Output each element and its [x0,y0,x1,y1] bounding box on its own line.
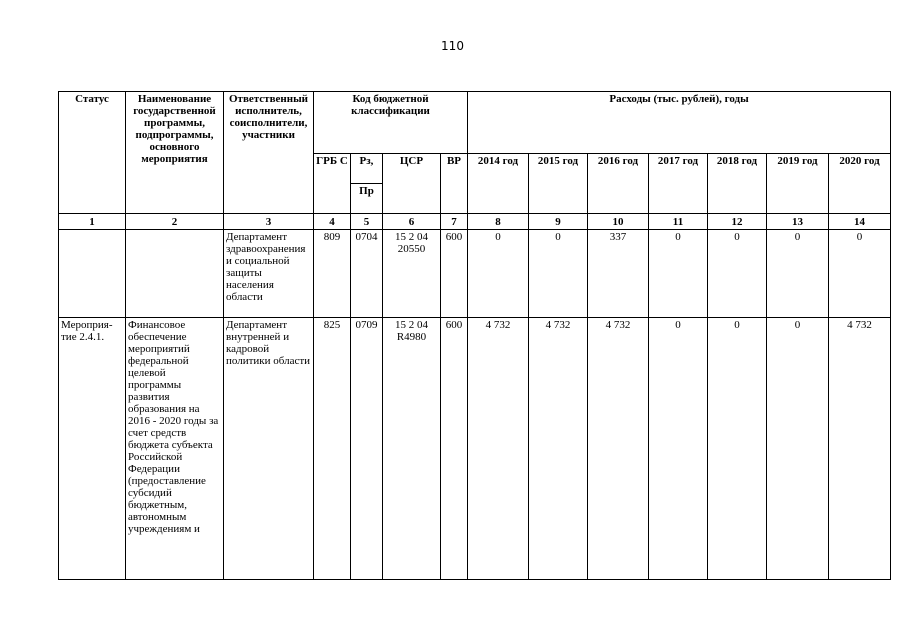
header-pr: Пр [351,184,383,214]
row-value-2019: 0 [767,318,829,580]
column-number-row [59,214,891,230]
column-number: 13 [767,214,829,230]
header-expenses-group: Расходы (тыс. рублей), годы [468,92,891,154]
header-executor: Ответственный исполнитель, соисполнители, участники [224,92,314,214]
header-name: Наименование государственной программы, подпрограммы, основного мероприятия [126,92,224,214]
row-value-2016: 337 [588,230,649,318]
row-executor: Департамент здравоохранения и социальной защиты населения области [224,230,314,318]
column-number: 1 [59,214,126,230]
table-row [59,318,891,580]
row-rzpr: 0704 [351,230,383,318]
row-value-2015: 4 732 [529,318,588,580]
row-value-2018: 0 [708,318,767,580]
row-value-2019: 0 [767,230,829,318]
header-csr: ЦСР [383,154,441,214]
column-number: 14 [829,214,891,230]
row-value-2017: 0 [649,230,708,318]
row-status [59,230,126,318]
row-name [126,230,224,318]
row-value-2014: 4 732 [468,318,529,580]
column-number: 7 [441,214,468,230]
row-value-2020: 0 [829,230,891,318]
header-year-2017: 2017 год [649,154,708,214]
header-row-1 [59,92,891,154]
row-rzpr: 0709 [351,318,383,580]
page-number: 110 [441,39,464,53]
row-value-2020: 4 732 [829,318,891,580]
row-status: Мероприя-тие 2.4.1. [59,318,126,580]
header-year-2020: 2020 год [829,154,891,214]
header-year-2015: 2015 год [529,154,588,214]
row-value-2014: 0 [468,230,529,318]
column-number: 11 [649,214,708,230]
header-status: Статус [59,92,126,214]
column-number: 5 [351,214,383,230]
header-year-2016: 2016 год [588,154,649,214]
budget-table [58,91,891,580]
column-number: 9 [529,214,588,230]
row-value-2018: 0 [708,230,767,318]
header-vr: ВР [441,154,468,214]
row-vr: 600 [441,318,468,580]
row-executor: Департамент внутренней и кадровой политики области [224,318,314,580]
row-vr: 600 [441,230,468,318]
header-year-2019: 2019 год [767,154,829,214]
row-value-2017: 0 [649,318,708,580]
row-csr: 15 2 04 20550 [383,230,441,318]
row-grbs: 809 [314,230,351,318]
row-grbs: 825 [314,318,351,580]
column-number: 12 [708,214,767,230]
row-csr: 15 2 04 R4980 [383,318,441,580]
header-grbs: ГРБ С [314,154,351,214]
row-name: Финансовое обеспечение мероприятий федеральной целевой программы развития образования на 2016 - 2020 годы за счет средств бюджета субъекта Российской Федерации (предоставление субсидий бюджетным, автономным учреждениям и [126,318,224,580]
header-rz: Рз, [351,154,383,184]
table-row [59,230,891,318]
row-value-2015: 0 [529,230,588,318]
column-number: 2 [126,214,224,230]
header-code-group: Код бюджетной классификации [314,92,468,154]
column-number: 6 [383,214,441,230]
column-number: 4 [314,214,351,230]
header-year-2014: 2014 год [468,154,529,214]
header-year-2018: 2018 год [708,154,767,214]
column-number: 3 [224,214,314,230]
row-value-2016: 4 732 [588,318,649,580]
column-number: 8 [468,214,529,230]
column-number: 10 [588,214,649,230]
